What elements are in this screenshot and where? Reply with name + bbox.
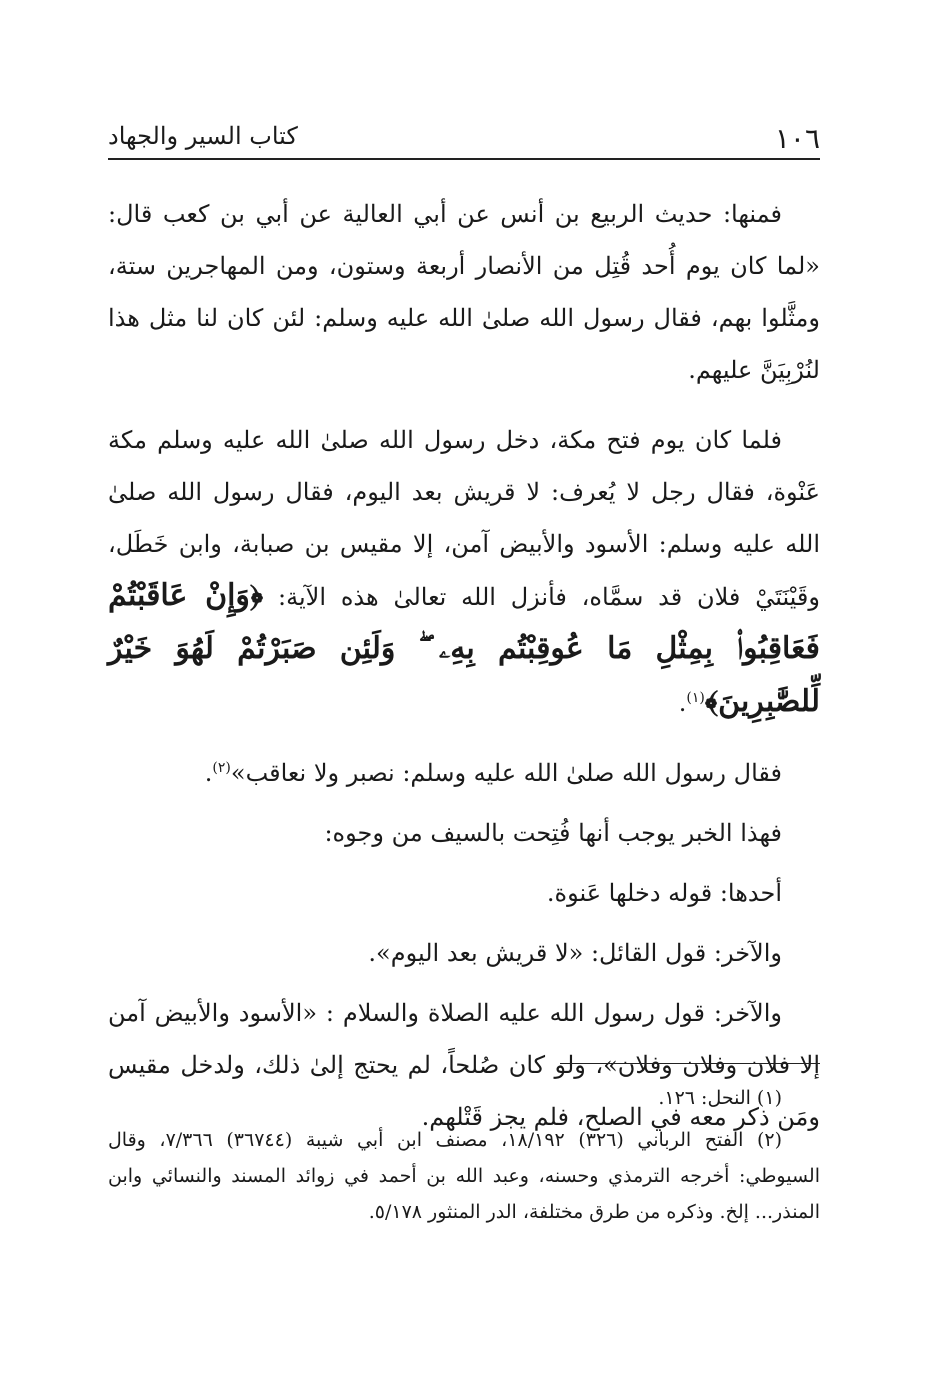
paragraph-4: فهذا الخبر يوجب أنها فُتِحت بالسيف من وجوه:	[324, 819, 782, 847]
quran-verse: ﴿وَإِنْ عَاقَبْتُمْ فَعَاقِبُوا۟ بِمِثْلِ مَا عُوقِبْتُم بِهِۦ ۖ وَلَئِن صَبَرْتُمْ لَهُوَ خَيْرٌ لِّلصَّٰبِرِينَ﴾	[108, 578, 820, 719]
footnote-ref-1: (١)	[686, 690, 705, 706]
page-header	[108, 118, 820, 158]
footnote-1: (١) النحل: ١٢٦.	[658, 1087, 782, 1109]
page-number: ١٠٦	[774, 122, 820, 155]
header-divider	[108, 158, 820, 160]
paragraph-6: والآخر: قول القائل: «لا قريش بعد اليوم».	[368, 939, 782, 967]
footnote-2: (٢) الفتح الرباني (٣٢٦) ١٨/١٩٢، مصنف ابن أبي شيبة (٣٦٧٤٤) ٧/٣٦٦، وقال السيوطي: أخرجه الترمذي وحسنه، وعبد الله بن أحمد في زوائد المسند والنسائي وابن المنذر... إلخ. وذكره من طرق مختلفة، الدر المنثور ٥/١٧٨.	[108, 1129, 820, 1223]
footnote-divider	[560, 1063, 820, 1064]
main-text	[108, 188, 820, 1161]
paragraph-3-end: .	[204, 759, 213, 787]
paragraph-5: أحدها: قوله دخلها عَنوة.	[546, 879, 782, 907]
footnote-ref-2: (٢)	[212, 760, 231, 776]
paragraph-3-text: فقال رسول الله صلىٰ الله عليه وسلم: نصبر ولا نعاقب»	[230, 759, 782, 787]
running-title: كتاب السير والجهاد	[108, 122, 298, 150]
paragraph-2-text: فلما كان يوم فتح مكة، دخل رسول الله صلىٰ الله عليه وسلم مكة عَنْوة، فقال رجل لا يُعرف: لا قريش بعد اليوم، فقال رسول الله صلىٰ الله عليه وسلم: الأسود والأبيض آمن، إلا مقيس بن صبابة، وابن خَطَل، وقَيْنَتَيْ فلان قد سمَّاه، فأنزل الله تعالىٰ هذه الآية:	[108, 426, 820, 611]
paragraph-3	[108, 747, 820, 799]
footnotes	[108, 1080, 820, 1236]
paragraph-1: فمنها: حديث الربيع بن أنس عن أبي العالية عن أبي بن كعب قال: «لما كان يوم أُحد قُتِل من الأنصار أربعة وستون، ومن المهاجرين ستة، ومثَّلوا بهم، فقال رسول الله صلىٰ الله عليه وسلم: لئن كان لنا مثل هذا لنُرْبِيَنَّ عليهم.	[108, 200, 820, 384]
paragraph-2-end: .	[678, 689, 687, 717]
paragraph-7: والآخر: قول رسول الله عليه الصلاة والسلام : «الأسود والأبيض آمن إلا فلان وفلان وفلان»، ولو كان صُلحاً، لم يحتج إلىٰ ذلك، ولدخل مقيس ومَن ذكر معه في الصلح، فلم يجز قَتْلهم.	[108, 999, 820, 1131]
paragraph-2	[108, 414, 820, 729]
